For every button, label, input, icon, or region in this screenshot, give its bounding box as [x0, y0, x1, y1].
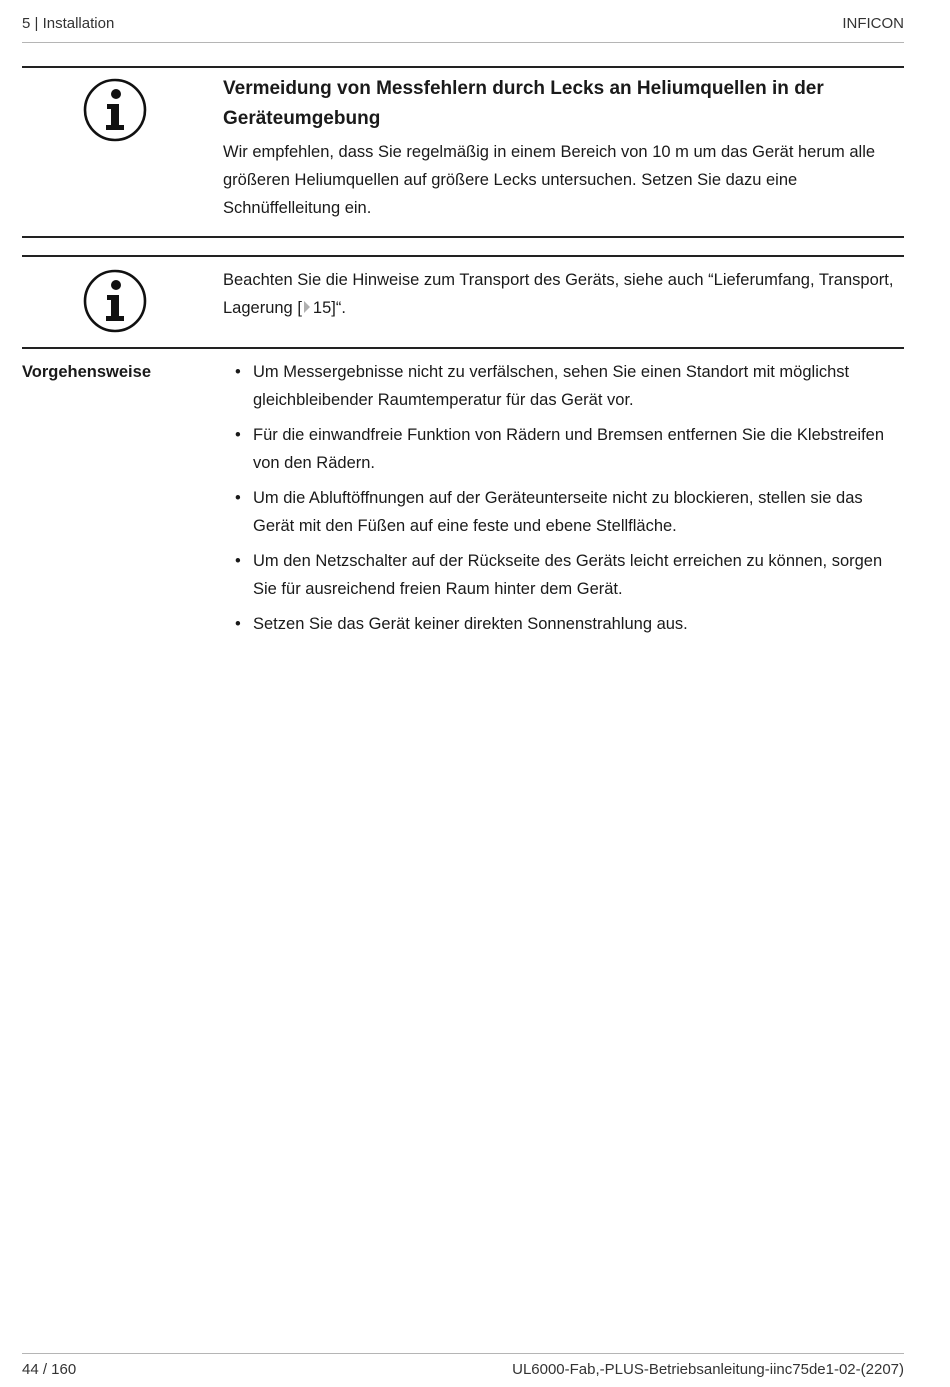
info-icon — [83, 269, 147, 333]
brand-name: INFICON — [842, 15, 904, 32]
list-item — [235, 484, 904, 540]
list-item — [235, 358, 904, 414]
list-item-text: Um die Abluftöffnungen auf der Geräteunterseite nicht zu blockieren, stellen sie das Gerät mit den Füßen auf eine feste und ebene Stellfläche. — [253, 489, 863, 535]
info-notice-transport — [22, 255, 904, 349]
list-item — [235, 547, 904, 603]
bullet: • — [235, 615, 241, 633]
list-item — [235, 421, 904, 477]
page-header — [22, 14, 904, 43]
info-notice-helium — [22, 66, 904, 238]
section-title: 5 | Installation — [22, 15, 115, 32]
notice-body: Wir empfehlen, dass Sie regelmäßig in einem Bereich von 10 m um das Gerät herum alle größeren Heliumquellen auf größere Lecks untersuchen. Setzen Sie dazu eine Schnüffelleitung ein. — [223, 143, 876, 217]
bullet: • — [235, 426, 241, 444]
bullet: • — [235, 363, 241, 381]
page-footer — [22, 1353, 904, 1384]
list-item-text: Setzen Sie das Gerät keiner direkten Sonnenstrahlung aus. — [253, 615, 688, 633]
bullet: • — [235, 489, 241, 507]
list-item-text: Um Messergebnisse nicht zu verfälschen, sehen Sie einen Standort mit möglichst gleichbleibender Raumtemperatur für das Gerät vor. — [253, 363, 850, 409]
list-item-text: Um den Netzschalter auf der Rückseite des Geräts leicht erreichen zu können, sorgen Sie für ausreichend freien Raum hinter dem Gerät. — [253, 552, 883, 598]
page-reference-link[interactable]: 15 — [312, 299, 332, 317]
info-icon — [83, 78, 147, 142]
notice-text-end: ]“. — [331, 299, 346, 317]
notice-text: Beachten Sie die Hinweise zum Transport des Geräts, siehe auch “Lieferumfang, Transport, Lagerung [ — [223, 271, 894, 317]
list-item — [235, 610, 904, 638]
procedure-list — [235, 358, 904, 645]
page-number: 44 / 160 — [22, 1361, 77, 1378]
notice-body — [223, 266, 904, 322]
document-id: UL6000-Fab,-PLUS-Betriebsanleitung-iinc75de1-02-(2207) — [512, 1361, 904, 1378]
notice-title: Vermeidung von Messfehlern durch Lecks an Heliumquellen in der Geräteumgebung — [223, 78, 824, 129]
bullet: • — [235, 552, 241, 570]
list-item-text: Für die einwandfreie Funktion von Rädern und Bremsen entfernen Sie die Klebstreifen von den Rädern. — [253, 426, 885, 472]
procedure-label: Vorgehensweise — [22, 363, 151, 381]
page-reference-icon — [304, 301, 310, 313]
